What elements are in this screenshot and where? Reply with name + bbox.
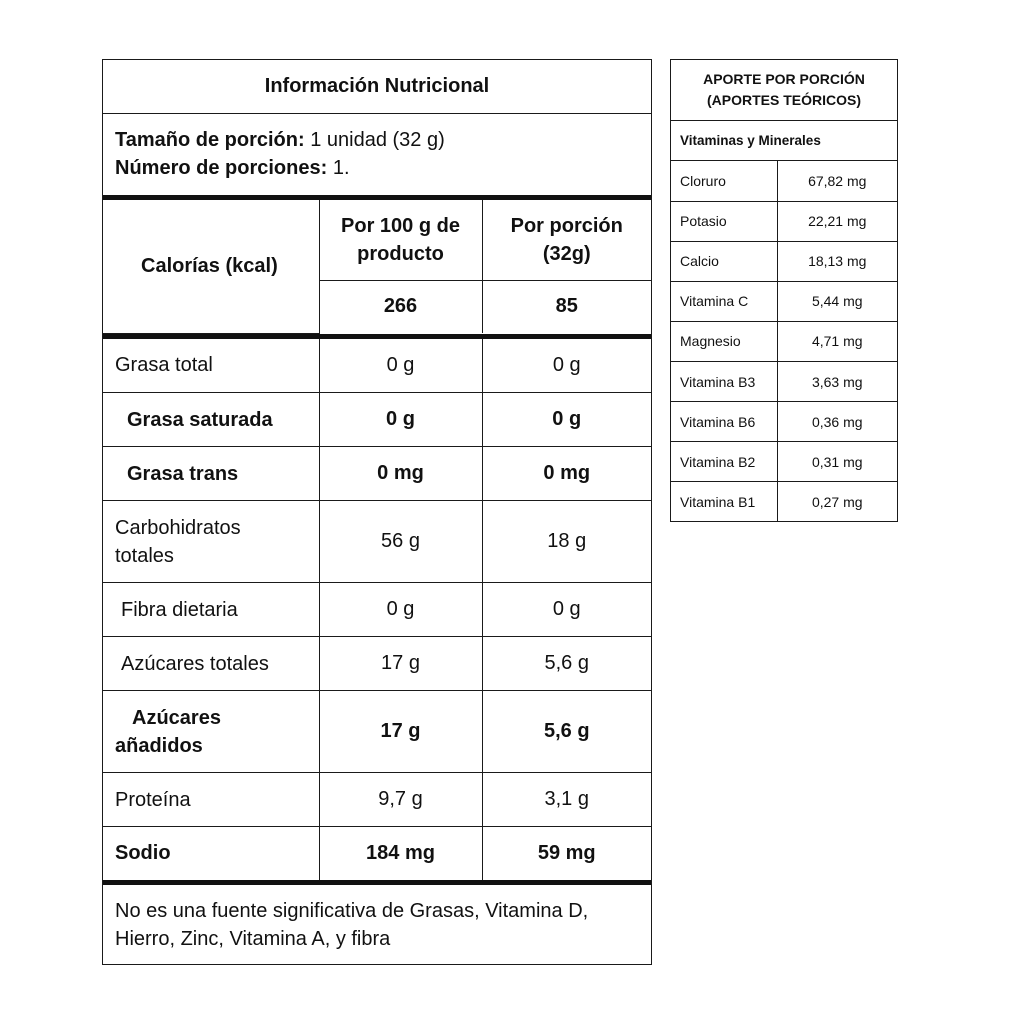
nutrient-perserving: 59 mg — [537, 841, 596, 864]
nutrient-row — [103, 827, 651, 880]
col-header-per100: Por 100 g de producto — [319, 200, 482, 280]
nutrient-perserving: 18 g — [482, 501, 651, 583]
calories-perserving: 85 — [555, 295, 578, 318]
nutrient-per100: 17 g — [319, 691, 482, 773]
servings-value: 1. — [332, 157, 350, 179]
footnote: No es una fuente significativa de Grasas, Vitamina D, Hierro, Zinc, Vitamina A, y fibra — [115, 899, 589, 950]
serving-info — [103, 114, 651, 195]
vitamin-value: 0,31 mg — [777, 442, 897, 482]
vitamin-name: Cloruro — [671, 161, 777, 201]
nutrition-title: Información Nutricional — [103, 60, 651, 114]
vitamin-name: Vitamina B6 — [671, 402, 777, 442]
nutrient-per100: 0 g — [319, 583, 482, 637]
nutrient-per100: 0 g — [319, 393, 482, 447]
vitamins-panel-title — [671, 60, 897, 121]
vitamins-title-line1: APORTE POR PORCIÓN — [703, 71, 865, 87]
vitamin-name: Potasio — [671, 201, 777, 241]
nutrient-name: Fibra dietaria — [103, 583, 319, 637]
serving-size-line — [115, 126, 639, 154]
vitamins-subtitle: Vitaminas y Minerales — [671, 121, 897, 161]
vitamin-value: 5,44 mg — [777, 281, 897, 321]
nutrient-name: Azúcares añadidos — [103, 691, 319, 773]
nutrient-name: Proteína — [103, 773, 319, 827]
nutrient-perserving: 3,1 g — [482, 773, 651, 827]
vitamin-name: Magnesio — [671, 321, 777, 361]
vitamins-title-line2: (APORTES TEÓRICOS) — [706, 92, 861, 108]
nutrient-per100: 9,7 g — [319, 773, 482, 827]
serving-size-label: Tamaño de porción: — [115, 129, 305, 151]
serving-size-value: 1 unidad (32 g) — [310, 129, 445, 151]
calories-label: Calorías (kcal) — [103, 200, 319, 333]
servings-line — [115, 154, 639, 182]
nutrient-per100: 0 g — [319, 339, 482, 393]
vitamins-table — [671, 161, 897, 522]
nutrient-row — [103, 691, 651, 773]
vitamin-name: Vitamina C — [671, 281, 777, 321]
nutrition-facts-panel — [102, 59, 652, 965]
vitamin-row — [671, 161, 897, 201]
nutrient-name: Carbohidratos totales — [103, 501, 319, 583]
nutrient-name: Grasa total — [103, 339, 319, 393]
nutrient-per100: 0 mg — [319, 447, 482, 501]
vitamin-row — [671, 442, 897, 482]
nutrient-per100: 184 mg — [319, 827, 482, 880]
servings-label: Número de porciones: — [115, 157, 328, 179]
vitamin-row — [671, 321, 897, 361]
nutrient-per100: 56 g — [319, 501, 482, 583]
nutrient-per100: 17 g — [319, 637, 482, 691]
vitamins-panel — [670, 59, 898, 522]
vitamin-value: 22,21 mg — [777, 201, 897, 241]
vitamin-value: 0,36 mg — [777, 402, 897, 442]
vitamin-row — [671, 402, 897, 442]
vitamin-value: 4,71 mg — [777, 321, 897, 361]
vitamin-row — [671, 241, 897, 281]
nutrient-row — [103, 501, 651, 583]
nutrient-perserving: 0 g — [482, 583, 651, 637]
nutrient-name: Grasa trans — [103, 447, 319, 501]
nutrient-name: Sodio — [103, 827, 319, 880]
vitamin-name: Calcio — [671, 241, 777, 281]
nutrient-row — [103, 637, 651, 691]
vitamin-row — [671, 201, 897, 241]
vitamin-name: Vitamina B1 — [671, 482, 777, 522]
vitamin-row — [671, 281, 897, 321]
nutrient-row — [103, 339, 651, 393]
nutrient-name: Azúcares totales — [103, 637, 319, 691]
vitamin-name: Vitamina B2 — [671, 442, 777, 482]
nutrient-perserving: 5,6 g — [482, 691, 651, 773]
nutrient-row — [103, 447, 651, 501]
nutrient-perserving: 0 g — [482, 339, 651, 393]
vitamin-value: 67,82 mg — [777, 161, 897, 201]
vitamin-value: 18,13 mg — [777, 241, 897, 281]
vitamin-value: 3,63 mg — [777, 361, 897, 401]
nutrients-table — [103, 339, 651, 880]
calories-table — [103, 200, 651, 334]
nutrient-perserving: 0 g — [482, 393, 651, 447]
vitamin-row — [671, 482, 897, 522]
nutrient-row — [103, 393, 651, 447]
nutrient-perserving: 5,6 g — [482, 637, 651, 691]
nutrient-row — [103, 583, 651, 637]
nutrient-row — [103, 773, 651, 827]
nutrient-name: Grasa saturada — [103, 393, 319, 447]
vitamin-name: Vitamina B3 — [671, 361, 777, 401]
vitamin-value: 0,27 mg — [811, 494, 863, 511]
calories-per100: 266 — [319, 280, 482, 333]
col-header-perserving: Por porción (32g) — [482, 200, 651, 280]
vitamin-row — [671, 361, 897, 401]
nutrient-perserving: 0 mg — [482, 447, 651, 501]
